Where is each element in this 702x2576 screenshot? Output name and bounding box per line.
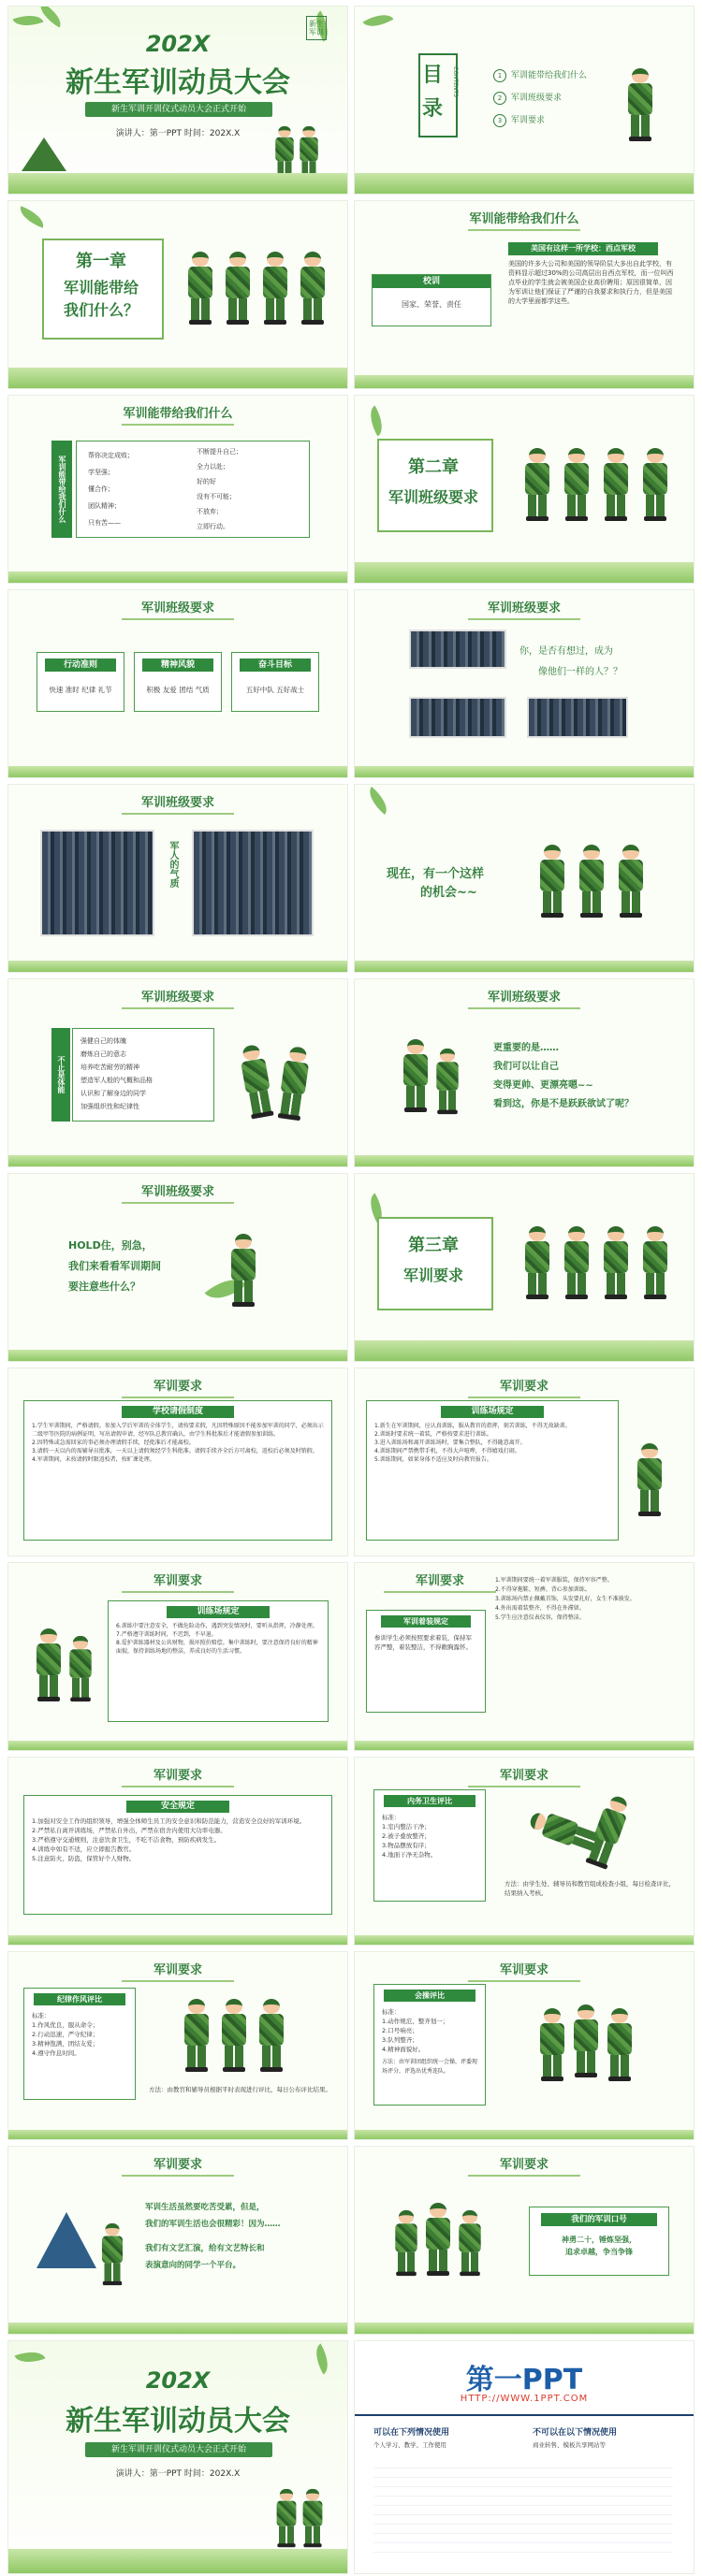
goal-item: 培养吃苦耐劳的精神: [80, 1064, 139, 1071]
review-method: 方法：由军训团组织统一会操，评委现场评分，评选出优秀连队。: [382, 2059, 478, 2075]
soldier-illustration: [186, 252, 214, 325]
end-title: 新生军训动员大会: [66, 2405, 290, 2438]
chapter-title-line1: 军训能带给: [63, 279, 139, 297]
slide-header: 军训班级要求: [8, 1181, 347, 1204]
slide-chapter-2: [354, 395, 695, 584]
west-point-body: 美国的许多大公司和美国的领导阶层大多出自此学校，有资料显示超过30%的公司高层出自西点军校，而一位叫西点毕业的学生就会被美国企业高价聘用；原因很简单，因为军训让他们保证了严谨的自我要求和执行力，但是美国的大学里面都学这些。: [508, 260, 674, 305]
review-method: 方法：由学生处、辅导员和教官组成检查小组，每日检查评比，结果纳入考核。: [505, 1880, 675, 1897]
side-label: 军训能带给我们什么: [51, 441, 72, 538]
box-title: 训练场规定: [441, 1406, 544, 1418]
ad-left-body: 个人学习、教学、工作使用: [373, 2441, 446, 2449]
slide-uniform-rules: [354, 1562, 695, 1751]
slide-ad: [354, 2340, 695, 2574]
slide-hold-on: [7, 1173, 348, 1362]
ad-url[interactable]: HTTP://WWW.1PPT.COM: [460, 2394, 589, 2404]
toc-label: 军训班级要求: [511, 94, 563, 103]
soldier-illustration: [35, 1628, 63, 1701]
slide-header: 军训班级要求: [8, 987, 347, 1009]
toc-num: 2: [493, 92, 506, 105]
goal-item: 认识和了解身边的同学: [80, 1090, 146, 1097]
review-criteria: 标准： 1.动作规范、整齐划一； 2.口号响亮； 3.队列整齐； 4.精神面貌好。: [382, 2008, 449, 2053]
slide-end-cover: [7, 2340, 348, 2574]
box-title: 训练场规定: [167, 1606, 270, 1618]
performance-line: 我们的军训生活也会很精彩！因为……: [145, 2220, 281, 2229]
goal-item: 加强组织性和纪律性: [80, 1103, 139, 1110]
slide-header: 军训要求: [355, 1376, 694, 1398]
slide-drill-review: [354, 1951, 695, 2140]
chapter-title-line2: 我们什么？: [63, 301, 139, 319]
vertical-label: 军人的气质: [168, 841, 178, 888]
slide-training-rules: [354, 1368, 695, 1556]
box-body: 1.新生在军训期间，应认真训练，服从教官的指挥，刻苦训练，不得无故缺训。 2.训练时要求统一着装，严格按要求进行训练。 3.进入训练场和离开训练场时，要集合整队，不得随意离开。 4.训练期间严禁携带手机，不得大声喧哗，不得嬉戏打闹。 5.训练期间，如果身体不适应及时向教官报告。: [374, 1423, 571, 1463]
uniform-list: 1.军训期间要统一着军训服装，保持军容严整。 2.不得穿拖鞋、短裤、背心参加训练。 3.训练场内禁止佩戴首饰，头发要扎好，女生不准披发。 4.外出需着装整齐，不得在外滞留。 5.学生应注意仪表仪容，保持整洁。: [495, 1577, 636, 1621]
motto-box: [372, 274, 491, 326]
soldier-illustration: [641, 1226, 669, 1299]
slide-header: 军训要求: [355, 2154, 694, 2177]
box-title: 内务卫生评比: [384, 1795, 475, 1807]
slide-header: 军训要求: [8, 1376, 347, 1398]
goals-box: [72, 1028, 214, 1122]
slide-opportunity: [354, 784, 695, 973]
soldier-illustration: [538, 845, 566, 918]
slide-military-photos: [7, 784, 348, 973]
chapter-label: 第二章: [408, 457, 459, 477]
performance-line: 表演意向的同学一个平台。: [145, 2261, 241, 2270]
cover-title: 新生军训动员大会: [66, 66, 290, 99]
benefit-item: 懂合作；: [88, 485, 114, 493]
box-title: 我们的军训口号: [541, 2213, 657, 2226]
toc-label: 军训能带给我们什么: [511, 71, 588, 80]
slide-question: [354, 589, 695, 778]
review-box: [373, 1984, 486, 2106]
soldier-illustration: [229, 1234, 257, 1307]
toc-title-char1: 目: [422, 64, 444, 87]
slogan-text: 神勇二十，锤炼坚强， 追求卓越，争当争锋: [562, 2236, 636, 2256]
safety-box: [23, 1795, 332, 1915]
soldier-illustration: [523, 1226, 551, 1299]
soldier-illustration: [563, 1226, 591, 1299]
motto-label: 校训: [373, 275, 490, 288]
cover-seal: 新生军训: [306, 16, 327, 40]
slide-goals: [7, 978, 348, 1167]
question-line2: 像他们一样的人？？: [538, 667, 622, 677]
box-title: 军训着装规定: [381, 1615, 471, 1628]
parade-photo: [40, 830, 154, 936]
motivation-line: 变得更帅、更漂亮嗯~~: [493, 1080, 593, 1091]
box-title: 纪律作风评比: [34, 1993, 125, 2005]
soldier-illustration: [602, 1226, 630, 1299]
parade-photo: [527, 697, 628, 738]
goal-item: 磨炼自己的意志: [80, 1050, 126, 1058]
soldier-illustration: [523, 448, 551, 521]
motivation-line: 更重要的是……: [493, 1043, 559, 1053]
benefit-item: 全力以赴；: [197, 463, 229, 470]
end-subtitle: 新生军训开训仪式动员大会正式开始: [85, 2442, 272, 2457]
opportunity-line1: 现在，有一个这样: [387, 867, 485, 881]
slide-discipline-review: [7, 1951, 348, 2140]
performance-line: 我们有文艺汇演，给有文艺特长和: [145, 2244, 265, 2253]
benefit-item: 没有不可能；: [197, 493, 236, 500]
highlight-bar: 美国有这样一所学校：西点军校: [508, 242, 658, 255]
slide-header: 军训能带给我们什么: [355, 209, 694, 231]
toc-item[interactable]: [493, 113, 545, 127]
tent-icon: [37, 2212, 96, 2268]
box-title: 会操评比: [384, 1990, 475, 2002]
side-label: 不止是体能: [51, 1028, 70, 1122]
motivation-line: 我们可以让自己: [493, 1062, 559, 1072]
soldier-illustration: [100, 2223, 124, 2285]
training-box: [108, 1600, 329, 1722]
soldier-illustration: [578, 845, 606, 918]
slide-header: 军训要求: [8, 1570, 347, 1593]
rule-title: 行动准则: [45, 658, 116, 672]
hold-line: 我们来看看军训期间: [68, 1260, 161, 1272]
slide-class-rules: [7, 589, 348, 778]
slide-motivation: [354, 978, 695, 1167]
toc-num: 3: [493, 114, 506, 127]
slide-header: 军训能带给我们什么: [8, 403, 347, 426]
cover-presenter: 演讲人：第一PPT 时间：202X.X: [115, 129, 241, 138]
slide-header: 军训班级要求: [355, 987, 694, 1009]
soldier-illustration: [301, 2489, 324, 2547]
parade-photo: [409, 630, 506, 669]
soldier-illustration: [435, 1049, 461, 1114]
box-body: 1.加强对安全工作的组织领导，增强全体师生员工的安全意识和防范能力，营造安全良好的军训环境。 2.严禁私自离开训练场，严禁私自外出，严禁在宿舍内使用大功率电器。 3.严格遵守交通规则，注意饮食卫生，不吃不洁食物，预防疾病发生。 4.训练中如有不适，应立即报告教官。 5.注意防火、防盗，保管好个人财物。: [32, 1817, 306, 1862]
review-criteria: 标准： 1.作风优良，服从命令； 2.行动迅速，严守纪律； 3.精神饱满，团结友爱； 4.遵守作息时间。: [32, 2012, 99, 2057]
rule-body: 五好中队 五好战士: [245, 686, 305, 694]
leave-box: [23, 1400, 332, 1541]
benefit-item: 好的好: [197, 478, 216, 485]
hold-line: HOLD住，别急，: [68, 1239, 153, 1252]
slide-toc: [354, 6, 695, 195]
training-box: [366, 1400, 619, 1541]
soldier-illustration: [626, 68, 654, 141]
chapter-label: 第三章: [408, 1236, 459, 1255]
soldier-illustration: [458, 2210, 483, 2276]
benefit-item: 学坚强；: [88, 469, 114, 476]
chapter-label: 第一章: [76, 252, 126, 271]
soldier-illustration: [236, 1043, 276, 1120]
slide-slogan: [354, 2146, 695, 2335]
soldier-illustration: [402, 1039, 430, 1112]
rule-body: 积极 友爱 团结 气质: [146, 686, 210, 694]
rule-title: 奋斗目标: [240, 658, 311, 672]
soldier-illustration: [220, 1999, 248, 2072]
toc-num: 1: [493, 69, 506, 82]
cover-year: 202X: [145, 31, 211, 57]
cover-subtitle: 新生军训开训仪式动员大会正式开始: [85, 102, 272, 117]
soldier-illustration: [538, 2008, 566, 2081]
ad-right-title: 不可以在以下情况使用: [533, 2428, 618, 2438]
benefit-item: 团队精神；: [88, 502, 121, 510]
benefit-item: 帮你决定成败；: [88, 452, 134, 459]
chapter-title: 军训班级要求: [388, 488, 478, 506]
goal-item: 强健自己的体魄: [80, 1037, 126, 1045]
slide-header: 军训要求: [8, 1765, 347, 1787]
motto-text: 国家、荣誉、责任: [402, 300, 461, 309]
slide-header: 军训班级要求: [8, 792, 347, 815]
soldier-illustration: [275, 2489, 298, 2547]
slide-header: 军训要求: [355, 1765, 694, 1787]
soldier-illustration: [68, 1636, 94, 1701]
goal-item: 塑造军人般的气概和品格: [80, 1077, 153, 1084]
soldier-illustration: [299, 252, 327, 325]
benefit-item: 不放弃；: [197, 508, 223, 515]
soldier-illustration: [636, 1443, 664, 1516]
benefit-item: 只有苦——: [88, 519, 121, 527]
soldier-illustration: [617, 845, 645, 918]
soldier-illustration: [424, 2203, 452, 2276]
box-body: 1.学生军训期间，严格请假。参加入学后军训的全体学生，请按要求假，凡因特殊原因不能参加军训的同学，必须出示二级甲等医院的病例证明，写出请假申请，经军队总教官确认，由学生科批准后才能请假参加训练。 2.因特殊或急需回家的事必须办理请假手续，经批准后才能离校。 3.请假一天以内的需辅导员批准，一天以上请假须经学生科批准。请假手续齐全后方可离校，返校后必须及时销假。 4.军训期间，未按请假时限返校者，按旷课处理。: [32, 1423, 324, 1463]
ad-left-title: 可以在下列情况使用: [373, 2428, 450, 2438]
slide-cover: [7, 6, 348, 195]
slide-header: 军训要求: [354, 1570, 609, 1593]
box-title: 学校请假制度: [122, 1406, 234, 1418]
soldier-illustration: [572, 2004, 600, 2077]
toc-contents-label: CONTENTS: [452, 66, 459, 97]
slide-safety-rules: [7, 1757, 348, 1946]
opportunity-line2: 的机会~~: [420, 886, 477, 900]
slide-performance: [7, 2146, 348, 2335]
slide-west-point: [354, 200, 695, 389]
box-title: 安全规定: [126, 1801, 229, 1813]
rule-box: [231, 652, 319, 712]
benefit-item: 立即行动。: [197, 523, 229, 530]
ad-logo: 第一PPT: [465, 2364, 583, 2396]
box-body: 6.训练中要注意安全，不做危险动作，遇到突发情况时，要听从指挥，冷静处理。 7.严格遵守训练时间，不迟到，不早退。 8.爱护训练器材及公共财物，损坏照价赔偿。集中训练时，要注意保持良好的精神面貌，保持训练场地的整洁，养成良好的生活习惯。: [116, 1623, 318, 1655]
toc-title-char2: 录: [422, 97, 444, 121]
hold-line: 要注意些什么？: [68, 1281, 140, 1293]
soldier-illustration: [606, 2008, 634, 2081]
review-box: [373, 1789, 486, 1902]
slide-header: 军训班级要求: [355, 598, 694, 620]
slide-header: 军训要求: [8, 2154, 347, 2177]
soldier-illustration: [224, 252, 252, 325]
parade-photo: [192, 830, 314, 936]
soldier-illustration: [394, 2210, 419, 2276]
soldier-illustration: [275, 1045, 314, 1121]
uniform-box: [366, 1610, 486, 1713]
soldier-illustration: [261, 252, 289, 325]
slide-dorm-review: [354, 1757, 695, 1946]
chapter-title: 军训要求: [402, 1266, 463, 1284]
toc-label: 军训要求: [511, 116, 546, 125]
rule-box: [37, 652, 124, 712]
soldier-illustration: [602, 448, 630, 521]
review-criteria: 标准： 1.室内整洁干净； 2.被子叠放整齐； 3.物品摆放有序； 4.地面干净无杂物。: [382, 1814, 437, 1859]
slide-header: 军训班级要求: [8, 598, 347, 620]
performance-line: 军训生活虽然要吃苦受累，但是，: [145, 2203, 265, 2212]
slide-chapter-1: [7, 200, 348, 389]
end-presenter: 演讲人：第一PPT 时间：202X.X: [115, 2469, 241, 2479]
soldier-illustration: [563, 448, 591, 521]
rule-title: 精神风貌: [142, 658, 213, 672]
rule-body: 快速 准时 纪律 礼节: [49, 686, 112, 694]
tent-icon: [22, 137, 66, 171]
slide-chapter-3: [354, 1173, 695, 1362]
benefits-box: [76, 441, 310, 538]
parade-photo: [409, 697, 506, 738]
soldier-illustration: [641, 448, 669, 521]
soldier-illustration: [257, 1999, 285, 2072]
slide-header: 军训要求: [355, 1960, 694, 1982]
question-line1: 你，是否有想过，成为: [519, 646, 613, 657]
slide-leave-rules: [7, 1368, 348, 1556]
end-year: 202X: [145, 2367, 211, 2394]
rule-box: [134, 652, 222, 712]
review-method: 方法：由教官和辅导员根据平时表现进行评比，每日公布评比结果。: [149, 2086, 331, 2093]
benefit-item: 不断提升自己；: [197, 448, 242, 456]
soldier-illustration: [183, 1999, 211, 2072]
toc-item[interactable]: [493, 91, 562, 105]
motivation-line: 看到这，你是不是跃跃欲试了呢？: [493, 1099, 634, 1109]
slide-benefits: [7, 395, 348, 584]
toc-item[interactable]: [493, 68, 587, 82]
slogan-box: [529, 2207, 669, 2276]
box-body: 参训学生必须按照要求着装，保持军容严整，着装整洁，不得敞胸露怀。: [374, 1634, 472, 1651]
slide-training-rules-2: [7, 1562, 348, 1751]
review-box: [23, 1988, 136, 2100]
ad-right-body: 商业转售、模板共享网站等: [533, 2441, 606, 2449]
slide-header: 军训要求: [8, 1960, 347, 1982]
